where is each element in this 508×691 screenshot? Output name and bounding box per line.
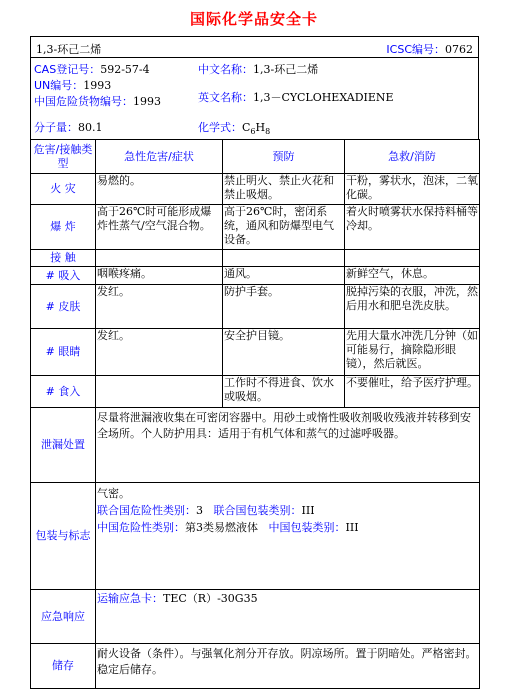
formula-label: 化学式：: [198, 121, 242, 134]
row-hazard: [96, 376, 223, 408]
cas-label: CAS登记号：: [34, 63, 101, 76]
cn-pack-value: III: [345, 521, 359, 534]
un-pack-label: 联合国包装类别：: [213, 504, 302, 517]
packaging-row: [31, 483, 480, 590]
en-name-label: 英文名称：: [198, 91, 253, 104]
cn-hazard-value: 1993: [133, 95, 161, 108]
row-prevention: [223, 250, 345, 267]
icsc-label: ICSC编号：: [386, 43, 445, 56]
row-aid: 干粉，雾状水，泡沫，二氧化碳。: [345, 174, 480, 205]
packaging-label: 包装与标志: [31, 483, 96, 590]
col-type: 危害/接触类型: [31, 140, 96, 174]
mw-label: 分子量：: [34, 121, 78, 134]
col-prevention: 预防: [223, 140, 345, 174]
cn-class-value: 第3类易燃液体: [185, 521, 258, 534]
table-row: [31, 285, 480, 329]
emergency-row: [31, 590, 480, 644]
row-hazard: 发红。: [96, 285, 223, 329]
en-name-field: [198, 89, 394, 105]
table-row: [31, 205, 480, 250]
row-prevention: 工作时不得进食、饮水或吸烟。: [223, 376, 345, 408]
row-prevention: 安全护目镜。: [223, 329, 345, 376]
row-type-contact: 接 触: [31, 250, 96, 267]
row-type-fire: 火 灾: [31, 174, 96, 205]
spill-label: 泄漏处置: [31, 408, 96, 483]
cn-class-label: 中国危险性类别：: [97, 521, 185, 534]
row-hazard: 易燃的。: [96, 174, 223, 205]
emergency-card-value: TEC（R）-30G35: [163, 592, 258, 605]
row-prevention: 禁止明火、禁止火花和禁止吸烟。: [223, 174, 345, 205]
row-prevention: 高于26℃时，密闭系统，通风和防爆型电气设备。: [223, 205, 345, 250]
identification-block: [30, 57, 479, 140]
packaging-content: [96, 483, 480, 590]
table-row: [31, 329, 480, 376]
cas-field: [34, 61, 150, 77]
cn-name-field: [198, 61, 318, 77]
formula-c: C: [242, 121, 251, 134]
storage-label: 储存: [31, 644, 96, 689]
mw-value: 80.1: [78, 121, 103, 134]
storage-row: [31, 644, 480, 689]
emergency-content: [96, 590, 480, 644]
row-aid: 新鲜空气，休息。: [345, 267, 480, 285]
packaging-un-line: [97, 502, 478, 519]
cn-pack-label: 中国包装类别：: [268, 521, 346, 534]
emergency-card-label: 运输应急卡：: [97, 592, 163, 605]
row-type-ingestion: # 食入: [31, 376, 96, 408]
cn-hazard-label: 中国危险货物编号：: [34, 95, 133, 108]
page-title: 国际化学品安全卡: [189, 10, 318, 28]
icsc-number: [386, 41, 473, 57]
col-aid: 急救/消防: [345, 140, 480, 174]
emergency-label: 应急响应: [31, 590, 96, 644]
row-type-eyes: # 眼睛: [31, 329, 96, 376]
row-hazard: 咽喉疼痛。: [96, 267, 223, 285]
table-row: [31, 376, 480, 408]
un-pack-value: III: [301, 504, 315, 517]
un-field: [34, 77, 111, 93]
spill-text: 尽量将泄漏液收集在可密闭容器中。用砂土或惰性吸收剂吸收残液并转移到安全场所。个人防护用具：适用于有机气体和蒸气的过滤呼吸器。: [96, 408, 480, 483]
storage-text: 耐火设备（条件）。与强氧化剂分开存放。阴凉场所。置于阴暗处。严格密封。稳定后储存。: [96, 644, 480, 689]
hazard-table: [30, 139, 480, 689]
chemical-name: 1,3-环己二烯: [36, 43, 102, 56]
column-header-row: [31, 140, 480, 174]
table-row: [31, 250, 480, 267]
packaging-cn-line: [97, 519, 478, 536]
un-class-label: 联合国危险性类别：: [97, 504, 196, 517]
un-value: 1993: [83, 79, 112, 92]
spill-row: [31, 408, 480, 483]
row-aid: 先用大量水冲洗几分钟（如可能易行，摘除隐形眼镜），然后就医。: [345, 329, 480, 376]
row-aid: 不要催吐，给予医疗护理。: [345, 376, 480, 408]
cas-value: 592-57-4: [100, 63, 150, 76]
cn-hazard-field: [34, 93, 161, 109]
row-prevention: 防护手套。: [223, 285, 345, 329]
row-type-explosion: 爆 炸: [31, 205, 96, 250]
col-hazard: 急性危害/症状: [96, 140, 223, 174]
cn-name-value: 1,3-环己二烯: [253, 63, 319, 76]
row-hazard: 发红。: [96, 329, 223, 376]
mw-field: [34, 119, 103, 135]
formula-c-sub: 6: [250, 127, 256, 137]
row-aid: 着火时喷雾状水保持料桶等冷却。: [345, 205, 480, 250]
row-aid: 脱掉污染的衣服，冲洗，然后用水和肥皂洗皮肤。: [345, 285, 480, 329]
row-aid: [345, 250, 480, 267]
row-type-skin: # 皮肤: [31, 285, 96, 329]
un-class-value: 3: [196, 504, 203, 517]
row-type-inhalation: # 吸入: [31, 267, 96, 285]
header-row: [30, 36, 479, 58]
formula-h-sub: 8: [265, 127, 271, 137]
formula-h: H: [255, 121, 266, 134]
cn-name-label: 中文名称：: [198, 63, 253, 76]
en-name-value: 1,3－CYCLOHEXADIENE: [253, 91, 394, 104]
un-label: UN编号：: [34, 79, 84, 92]
row-prevention: 通风。: [223, 267, 345, 285]
row-hazard: 高于26℃时可能形成爆炸性蒸气/空气混合物。: [96, 205, 223, 250]
row-hazard: [96, 250, 223, 267]
packaging-line1: 气密。: [97, 487, 130, 500]
table-row: [31, 174, 480, 205]
table-row: [31, 267, 480, 285]
icsc-value: 0762: [445, 43, 473, 56]
formula-field: [198, 119, 270, 136]
